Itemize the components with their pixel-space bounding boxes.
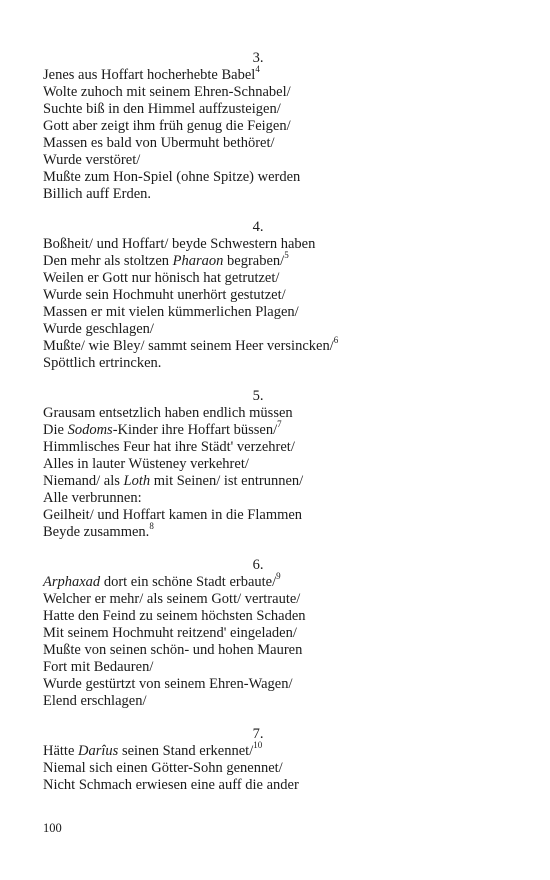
verse-line	[43, 152, 473, 169]
stanza	[43, 557, 473, 710]
verse-text: Gott aber zeigt ihm früh genug die Feigen/	[43, 118, 291, 134]
footnote-marker: 4	[255, 64, 260, 75]
verse-text: Nicht Schmach erwiesen eine auff die ander	[43, 777, 299, 793]
verse-text: Alles in lauter Wüsteney verkehret/	[43, 456, 249, 472]
verse-text: Wurde gestürtzt von seinem Ehren-Wagen/	[43, 676, 293, 692]
verse-text: begraben/	[223, 253, 285, 269]
italic-name: Sodoms	[67, 422, 113, 438]
verse-text: Billich auff Erden.	[43, 186, 152, 202]
verse-line	[43, 777, 473, 794]
verse-line	[43, 740, 473, 760]
verse-text: Grausam entsetzlich haben endlich müssen	[43, 405, 293, 421]
stanza-number: 7.	[252, 726, 264, 742]
stanza	[43, 50, 473, 203]
verse-text: Die	[43, 422, 68, 438]
stanza	[43, 726, 473, 794]
verse-text: Weilen er Gott nur hönisch hat getrutzet/	[43, 270, 280, 286]
verse-line	[43, 642, 473, 659]
verse-line	[43, 571, 473, 591]
footnote-marker: 10	[253, 740, 263, 751]
page-number: 100	[43, 821, 62, 835]
verse-text: Massen es bald von Ubermuht bethöret/	[43, 135, 275, 151]
verse-text: Wolte zuhoch mit seinem Ehren-Schnabel/	[43, 84, 291, 100]
verse-line	[43, 456, 473, 473]
verse-text: Mußte zum Hon-Spiel (ohne Spitze) werden	[43, 169, 301, 185]
verse-text: Beyde zusammen.	[43, 524, 150, 540]
verse-text: seinen Stand erkennet/	[118, 743, 254, 759]
verse-line	[43, 321, 473, 338]
verse-text: Spöttlich ertrincken.	[43, 355, 162, 371]
verse-line	[43, 118, 473, 135]
verse-text: Mit seinem Hochmuht reitzend' eingeladen/	[43, 625, 297, 641]
stanza-number: 5.	[252, 388, 264, 404]
verse-line	[43, 355, 473, 372]
stanza-number: 3.	[252, 50, 264, 66]
footnote-marker: 9	[276, 571, 281, 582]
verse-text: Den mehr als stoltzen	[43, 253, 173, 269]
verse-line	[43, 101, 473, 118]
stanza	[43, 219, 473, 372]
verse-line	[43, 676, 473, 693]
verse-text: Wurde geschlagen/	[43, 321, 154, 337]
verse-line	[43, 405, 473, 422]
verse-line	[43, 693, 473, 710]
verse-text: Geilheit/ und Hoffart kamen in die Flammen	[43, 507, 303, 523]
verse-line	[43, 507, 473, 524]
stanza	[43, 388, 473, 541]
verse-text: Fort mit Bedauren/	[43, 659, 154, 675]
footnote-marker: 8	[149, 521, 154, 532]
verse-line	[43, 169, 473, 186]
stanza-number: 6.	[252, 557, 264, 573]
footnote-marker: 5	[284, 250, 289, 261]
italic-name: Pharaon	[172, 253, 224, 269]
verse-text: Mußte/ wie Bley/ sammt seinem Heer versincken/	[43, 338, 334, 354]
footnote-marker: 6	[333, 335, 339, 346]
verse-line	[43, 419, 473, 439]
verse-text: mit Seinen/ ist entrunnen/	[150, 473, 304, 489]
verse-text: Mußte von seinen schön- und hohen Mauren	[43, 642, 303, 658]
verse-line	[43, 625, 473, 642]
verse-line	[43, 335, 473, 355]
verse-text: Niemand/ als	[43, 473, 124, 489]
verse-text: Himmlisches Feur hat ihre Städt' verzehret/	[43, 439, 295, 455]
verse-line	[43, 473, 473, 490]
verse-text: Massen er mit vielen kümmerlichen Plagen/	[43, 304, 299, 320]
verse-text: Welcher er mehr/ als seinem Gott/ vertraute/	[43, 591, 301, 607]
verse-line	[43, 135, 473, 152]
verse-text: Boßheit/ und Hoffart/ beyde Schwestern haben	[43, 236, 316, 252]
poem-body	[43, 50, 473, 794]
italic-name: Darîus	[78, 743, 119, 759]
stanza-number: 4.	[252, 219, 264, 235]
verse-line	[43, 287, 473, 304]
verse-line	[43, 64, 473, 84]
verse-line	[43, 439, 473, 456]
verse-line	[43, 591, 473, 608]
verse-line	[43, 760, 473, 777]
footnote-marker: 7	[277, 419, 282, 430]
verse-line	[43, 490, 473, 507]
italic-name: Arphaxad	[43, 574, 101, 590]
verse-line	[43, 659, 473, 676]
verse-text: Alle verbrunnen:	[43, 490, 142, 506]
verse-line	[43, 304, 473, 321]
verse-line	[43, 250, 473, 270]
verse-text: Jenes aus Hoffart hocherhebte Babel	[43, 67, 256, 83]
verse-text: Wurde sein Hochmuht unerhört gestutzet/	[43, 287, 286, 303]
verse-text: Elend erschlagen/	[43, 693, 147, 709]
verse-line	[43, 236, 473, 253]
verse-text: Niemal sich einen Götter-Sohn genennet/	[43, 760, 283, 776]
verse-line	[43, 84, 473, 101]
verse-line	[43, 521, 473, 541]
verse-text: Hatte den Feind zu seinem höchsten Schaden	[43, 608, 306, 624]
verse-text: dort ein schöne Stadt erbaute/	[100, 574, 277, 590]
verse-text: Hätte	[43, 743, 79, 759]
italic-name: Loth	[123, 473, 151, 489]
verse-line	[43, 186, 473, 203]
verse-text: Suchte biß in den Himmel auffzusteigen/	[43, 101, 281, 117]
verse-line	[43, 608, 473, 625]
verse-text: -Kinder ihre Hoffart büssen/	[112, 422, 278, 438]
verse-line	[43, 270, 473, 287]
verse-text: Wurde verstöret/	[43, 152, 141, 168]
